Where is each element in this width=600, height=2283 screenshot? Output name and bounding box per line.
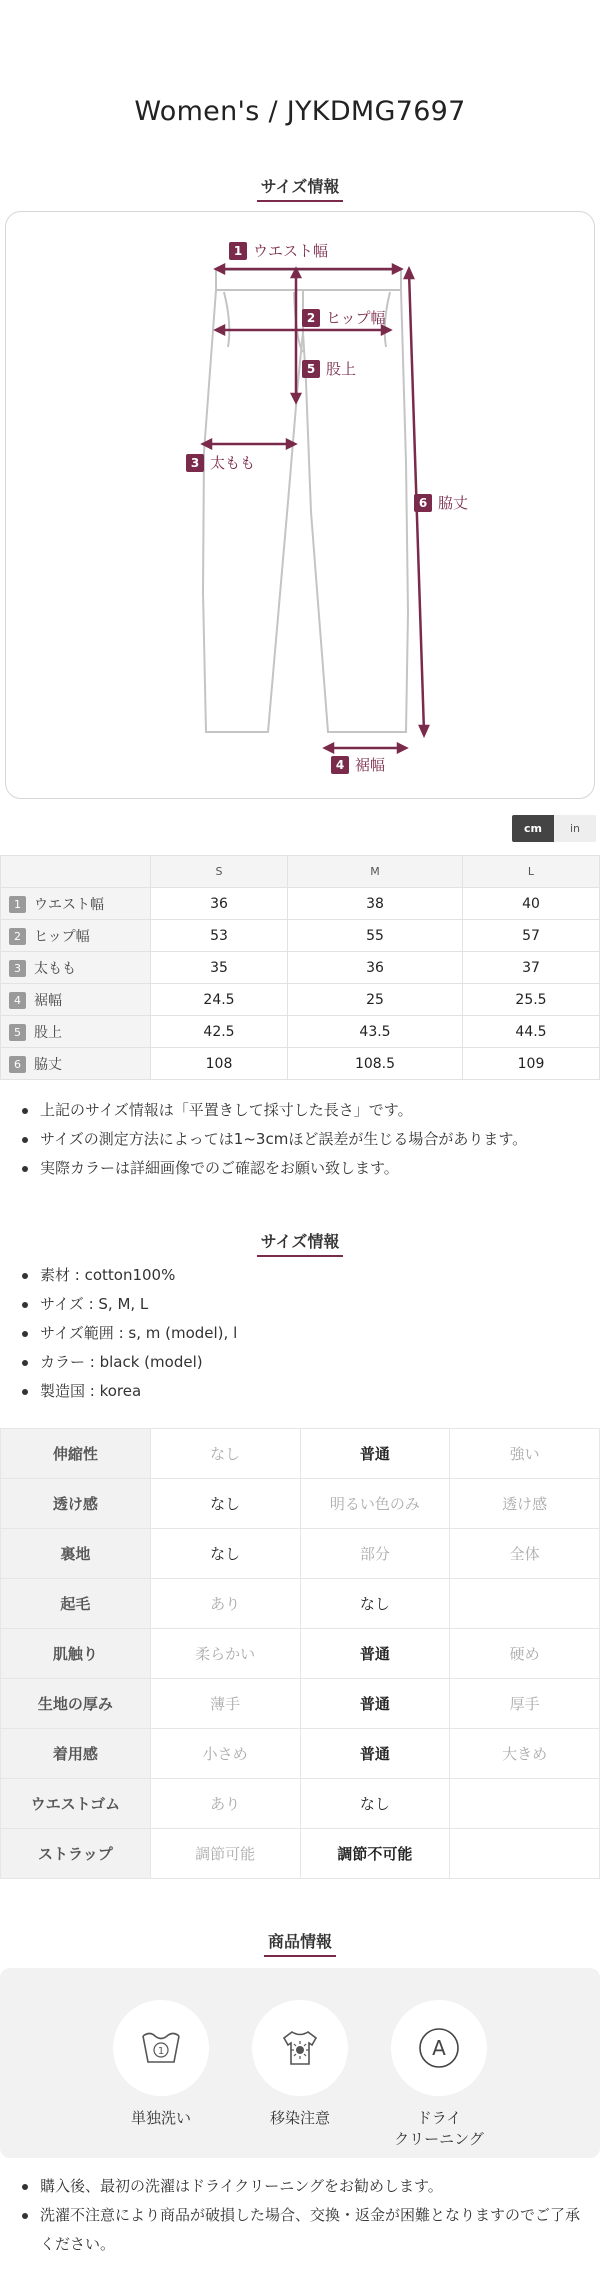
care-notes [20, 2172, 585, 2259]
size-info-heading-2: サイズ情報 [0, 1229, 600, 1257]
table-row [1, 952, 600, 984]
table-row [1, 1016, 600, 1048]
care-item-dry-clean [391, 2000, 487, 2150]
property-option: なし [150, 1529, 300, 1579]
row-label: 3 太もも [1, 952, 151, 984]
table-cell: 24.5 [151, 984, 288, 1016]
property-label: 肌触り [1, 1629, 151, 1679]
care-label: 移染注意 [269, 2109, 330, 2127]
property-option: あり [150, 1779, 300, 1829]
list-item: 素材 : cotton100% [20, 1261, 585, 1290]
property-row [1, 1629, 600, 1679]
table-cell: 35 [151, 952, 288, 984]
table-cell: 25.5 [462, 984, 599, 1016]
list-item: カラー : black (model) [20, 1348, 585, 1377]
svg-text:1: 1 [157, 2046, 165, 2057]
table-cell: 53 [151, 920, 288, 952]
property-row [1, 1729, 600, 1779]
product-info-heading: 商品情報 [0, 1929, 600, 1957]
property-row [1, 1429, 600, 1479]
property-label: 裏地 [1, 1529, 151, 1579]
list-item: サイズ範囲 : s, m (model), l [20, 1319, 585, 1348]
unit-cm-button[interactable]: cm [512, 815, 554, 842]
property-option: 厚手 [450, 1679, 600, 1729]
property-row [1, 1829, 600, 1879]
table-row [1, 1048, 600, 1080]
property-row [1, 1579, 600, 1629]
list-item: サイズ : S, M, L [20, 1290, 585, 1319]
property-row [1, 1679, 600, 1729]
property-label: ストラップ [1, 1829, 151, 1879]
property-option: 普通 [300, 1729, 450, 1779]
property-option: あり [150, 1579, 300, 1629]
row-label: 4 裾幅 [1, 984, 151, 1016]
care-item-hand-wash [113, 2000, 209, 2129]
size-diagram [5, 211, 595, 799]
size-info-heading: サイズ情報 [0, 174, 600, 202]
list-item: 製造国 : korea [20, 1377, 585, 1406]
property-option: 普通 [300, 1679, 450, 1729]
size-notes [20, 1096, 585, 1183]
table-header-row [1, 856, 600, 888]
property-option: 薄手 [150, 1679, 300, 1729]
property-option: 調節不可能 [300, 1829, 450, 1879]
property-option [450, 1579, 600, 1629]
property-label: 伸縮性 [1, 1429, 151, 1479]
property-option: 普通 [300, 1429, 450, 1479]
property-label: ウエストゴム [1, 1779, 151, 1829]
list-item: 実際カラーは詳細画像でのご確認をお願い致します。 [20, 1154, 585, 1183]
svg-text:A: A [432, 2036, 446, 2060]
property-option [450, 1779, 600, 1829]
fabric-properties-table [0, 1428, 600, 1879]
property-option: 硬め [450, 1629, 600, 1679]
table-cell: 108.5 [288, 1048, 463, 1080]
table-cell: 42.5 [151, 1016, 288, 1048]
care-label: 単独洗い [130, 2109, 191, 2127]
product-spec-list [20, 1261, 585, 1406]
property-option: 柔らかい [150, 1629, 300, 1679]
property-label: 透け感 [1, 1479, 151, 1529]
table-cell: 57 [462, 920, 599, 952]
table-header-size: M [288, 856, 463, 888]
table-row [1, 984, 600, 1016]
property-row [1, 1529, 600, 1579]
property-label: 着用感 [1, 1729, 151, 1779]
marker-hip: 2 ヒップ幅 [302, 307, 386, 328]
list-item: サイズの測定方法によっては1~3cmほど誤差が生じる場合があります。 [20, 1125, 585, 1154]
table-cell: 108 [151, 1048, 288, 1080]
table-row [1, 920, 600, 952]
unit-in-button[interactable]: in [554, 815, 596, 842]
row-label: 1 ウエスト幅 [1, 888, 151, 920]
dry-clean-icon [391, 2000, 487, 2096]
row-label: 2 ヒップ幅 [1, 920, 151, 952]
table-cell: 38 [288, 888, 463, 920]
care-instructions-panel [0, 1968, 600, 2158]
table-row [1, 888, 600, 920]
property-option: 小さめ [150, 1729, 300, 1779]
care-item-color-transfer [252, 2000, 348, 2129]
property-option: 部分 [300, 1529, 450, 1579]
marker-rise: 5 股上 [302, 358, 356, 379]
list-item: 購入後、最初の洗濯はドライクリーニングをお勧めします。 [20, 2172, 585, 2201]
table-cell: 37 [462, 952, 599, 984]
property-option: 透け感 [450, 1479, 600, 1529]
property-option: 強い [450, 1429, 600, 1479]
table-cell: 43.5 [288, 1016, 463, 1048]
table-cell: 109 [462, 1048, 599, 1080]
page-title: Women's / JYKDMG7697 [134, 96, 466, 127]
property-label: 起毛 [1, 1579, 151, 1629]
property-option [450, 1829, 600, 1879]
property-option: 明るい色のみ [300, 1479, 450, 1529]
marker-hem: 4 裾幅 [331, 754, 385, 775]
property-option: なし [300, 1579, 450, 1629]
property-row [1, 1779, 600, 1829]
row-label: 6 脇丈 [1, 1048, 151, 1080]
property-option: なし [150, 1429, 300, 1479]
property-row [1, 1479, 600, 1529]
property-option: なし [150, 1479, 300, 1529]
marker-side-length: 6 脇丈 [414, 492, 468, 513]
property-option: なし [300, 1779, 450, 1829]
property-option: 全体 [450, 1529, 600, 1579]
property-option: 普通 [300, 1629, 450, 1679]
marker-thigh: 3 太もも [186, 452, 255, 473]
hand-wash-icon [113, 2000, 209, 2096]
table-cell: 44.5 [462, 1016, 599, 1048]
unit-toggle[interactable] [512, 815, 596, 842]
row-label: 5 股上 [1, 1016, 151, 1048]
table-cell: 55 [288, 920, 463, 952]
marker-waist: 1 ウエスト幅 [229, 240, 328, 261]
size-table [0, 855, 600, 1080]
list-item: 洗濯不注意により商品が破損した場合、交換・返金が困難となりますのでご了承ください。 [20, 2201, 585, 2259]
pants-illustration [6, 212, 596, 800]
table-cell: 40 [462, 888, 599, 920]
table-header-size: S [151, 856, 288, 888]
care-label: ドライ クリーニング [394, 2109, 484, 2148]
color-transfer-icon [252, 2000, 348, 2096]
list-item: 上記のサイズ情報は「平置きして採寸した長さ」です。 [20, 1096, 585, 1125]
property-option: 大きめ [450, 1729, 600, 1779]
table-cell: 36 [151, 888, 288, 920]
property-option: 調節可能 [150, 1829, 300, 1879]
table-cell: 36 [288, 952, 463, 984]
table-header-blank [1, 856, 151, 888]
property-label: 生地の厚み [1, 1679, 151, 1729]
table-header-size: L [462, 856, 599, 888]
table-cell: 25 [288, 984, 463, 1016]
